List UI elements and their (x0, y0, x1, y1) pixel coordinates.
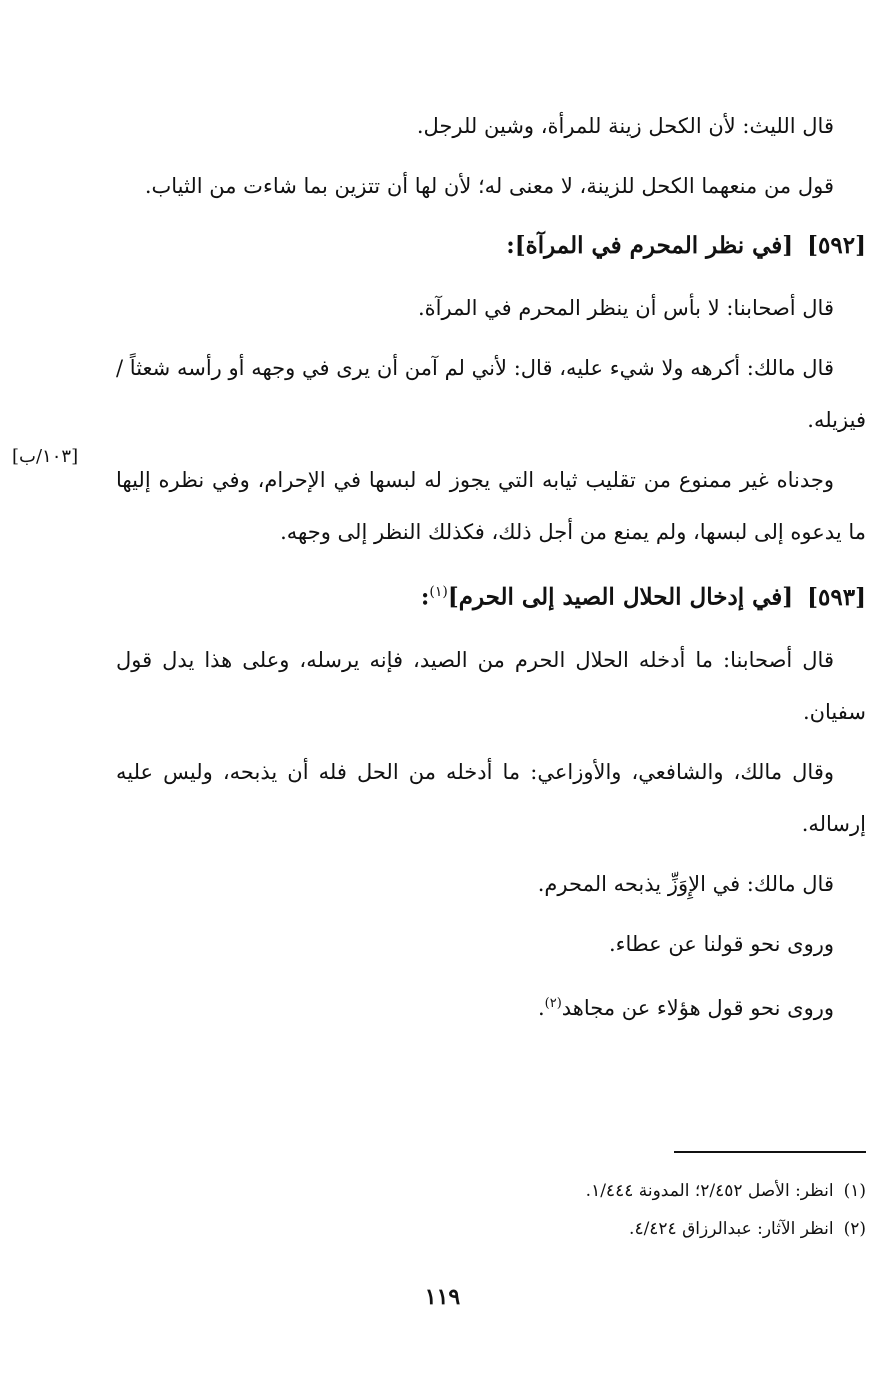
paragraph: وروى نحو قولنا عن عطاء. (608, 931, 834, 956)
paragraph (116, 978, 866, 1034)
section-number: [٥٩٢] (807, 232, 866, 259)
section-title: [في نظر المحرم في المرآة]: (506, 232, 794, 259)
footnote-number: (١) (843, 1181, 866, 1201)
footnote-marker: (٢) (544, 995, 562, 1011)
section-heading-592 (116, 220, 866, 272)
section-title: [في إدخال الحلال الصيد إلى الحرم] (447, 583, 794, 611)
paragraph: قال أصحابنا: لا بأس أن ينظر المحرم في المرآة. (417, 296, 834, 320)
footnote-item (300, 1172, 866, 1210)
paragraph: قال أصحابنا: ما أدخله الحلال الحرم من الصيد، فإنه يرسله، وعلى هذا يدل قول سفيان. (116, 647, 866, 724)
paragraph-end: . (537, 995, 545, 1020)
footnote-text: انظر: الأصل ٢/٤٥٢؛ المدونة ١/٤٤٤. (585, 1181, 834, 1201)
footnote-item (300, 1210, 866, 1248)
paragraph: قول من منعهما الكحل للزينة، لا معنى له؛ لأن لها أن تتزين بما شاءت من الثياب. (144, 174, 834, 198)
page-body (116, 100, 866, 1034)
paragraph: قال الليث: لأن الكحل زينة للمرأة، وشين للرجل. (416, 114, 834, 138)
margin-folio-reference: [١٠٣/ب] (12, 446, 79, 467)
footnote-text: انظر الآثار: عبدالرزاق ٤/٤٢٤. (629, 1219, 834, 1239)
paragraph: قال مالك: في الإِوَزِّ يذبحه المحرم. (537, 871, 834, 896)
paragraph: وجدناه غير ممنوع من تقليب ثيابه التي يجوز له لبسها في الإحرام، وفي نظره إليها ما يدعوه إلى لبسها، ولم يمنع من أجل ذلك، فكذلك النظر إلى وجهه. (116, 468, 866, 544)
footnotes (300, 1172, 866, 1248)
paragraph: قال مالك: أكرهه ولا شيء عليه، قال: لأني لم آمن أن يرى في وجهه أو رأسه شعثاً / فيزيله. (116, 356, 866, 432)
footnote-number: (٢) (843, 1219, 866, 1239)
paragraph-text: وروى نحو قول هؤلاء عن مجاهد (561, 995, 834, 1020)
section-title-end: : (420, 583, 430, 611)
footnote-divider (674, 1151, 866, 1153)
paragraph: وقال مالك، والشافعي، والأوزاعي: ما أدخله من الحل فله أن يذبحه، وليس عليه إرساله. (116, 759, 866, 836)
footnote-marker: (١) (429, 584, 448, 600)
section-heading-593 (116, 566, 866, 624)
page-number: ١١٩ (424, 1284, 461, 1310)
section-number: [٥٩٣] (807, 583, 866, 611)
